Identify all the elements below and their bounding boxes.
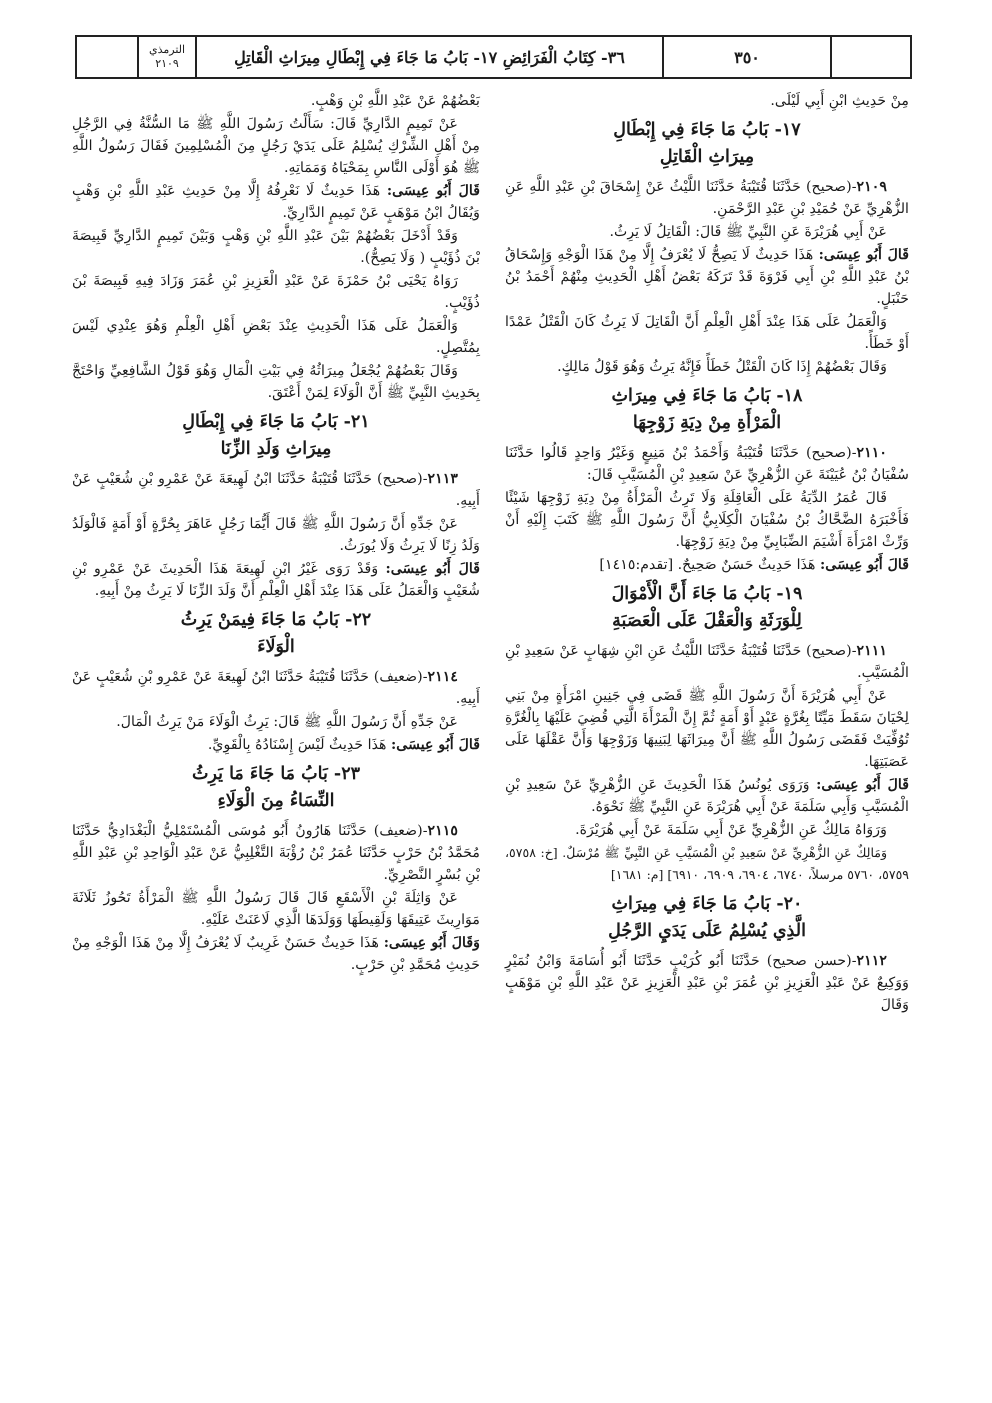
paragraph: وَالْعَمَلُ عَلَى هَذَا عِنْدَ أَهْلِ الْعِلْمِ أَنَّ الْقَاتِلَ لَا يَرِثُ كَانَ الْقَتْلُ عَمْدًا أَوْ خَطَأً. xyxy=(505,314,909,352)
heading-line: الْمَرْأَةِ مِنْ دِيَةِ زَوْجِهَا xyxy=(632,413,782,433)
commentary: قَالَ أَبُو عِيسَى: هَذَا حَدِيثٌ حَسَنٌ صَحِيحٌ. [تقدم:١٤١٥] xyxy=(599,557,909,573)
abu-isa-label: قَالَ أَبُو عِيسَى: xyxy=(386,183,480,199)
chapter-heading xyxy=(505,383,909,437)
paragraph: عَنْ أَبِي هُرَيْرَةَ عَنِ النَّبِيِّ ﷺ قَالَ: الْقَاتِلُ لَا يَرِثُ. xyxy=(609,224,887,240)
hadith-text: -(صحيح) حَدَّثَنَا قُتَيْبَةُ حَدَّثَنَا ابْنُ لَهِيعَةَ عَنْ عَمْرِو بْنِ شُعَيْبٍ عَنْ أَبِيهِ. xyxy=(72,471,480,509)
commentary: وَقَالَ أَبُو عِيسَى: هَذَا حَدِيثٌ حَسَنٌ غَرِيبٌ لَا يُعْرَفُ إِلَّا مِنْ هَذَا الْوَجْهِ مِنْ حَدِيثِ مُحَمَّدِ بْنِ حَرْبٍ. xyxy=(72,935,480,973)
book-name: الترمذي xyxy=(148,43,186,56)
abu-isa-label: قَالَ أَبُو عِيسَى: xyxy=(820,557,909,573)
abu-isa-label: وَقَالَ أَبُو عِيسَى: xyxy=(383,935,480,951)
abu-isa-label: قَالَ أَبُو عِيسَى: xyxy=(391,737,480,753)
chapter-heading xyxy=(505,891,909,945)
hadith-2111 xyxy=(505,640,909,684)
header-hadith-number: ٢١٠٩ xyxy=(155,57,179,70)
paragraph: وَقَالَ بَعْضُهُمْ إِذَا كَانَ الْقَتْلُ خَطَأً فَإِنَّهُ يَرِثُ وَهُوَ قَوْلُ مَالِكٍ. xyxy=(557,359,887,375)
heading-line: الْوَلَاءَ xyxy=(257,637,295,657)
paragraph: بَعْضُهُمْ عَنْ عَبْدِ اللَّهِ بْنِ وَهْبٍ. xyxy=(310,93,480,109)
paragraph: مِنْ حَدِيثِ ابْنِ أَبِي لَيْلَى. xyxy=(770,93,909,109)
commentary: قَالَ أَبُو عِيسَى: وَرَوَى يُونُسُ هَذَا الْحَدِيثَ عَنِ الزُّهْرِيِّ عَنْ سَعِيدِ بْنِ الْمُسَيَّبِ وَأَبِي سَلَمَةَ عَنْ أَبِي هُرَيْرَةَ عَنِ النَّبِيِّ ﷺ نَحْوَهُ. xyxy=(505,777,909,815)
heading-line: مِيرَاثِ الْقَاتِلِ xyxy=(659,147,755,167)
hadith-number: ٢١١٠ xyxy=(856,445,887,461)
paragraph: وَقَدْ أَدْخَلَ بَعْضُهُمْ بَيْنَ عَبْدِ اللَّهِ بْنِ وَهْبٍ وَبَيْنَ تَمِيمٍ الدَّارِيِّ قَبِيصَةَ بْنَ ذُؤَيْبٍ ( وَلَا يَصِحُّ). xyxy=(72,228,480,266)
book-reference xyxy=(137,37,195,77)
heading-line: ٢٠- بَابُ مَا جَاءَ فِي مِيرَاثِ xyxy=(611,894,803,914)
abu-isa-label: قَالَ أَبُو عِيسَى: xyxy=(816,777,909,793)
heading-line: مِيرَاثِ وَلَدِ الزِّنَا xyxy=(220,439,332,459)
paragraph: وَالْعَمَلُ عَلَى هَذَا الْحَدِيثِ عِنْدَ بَعْضِ أَهْلِ الْعِلْمِ وَهُوَ عِنْدِي لَيْسَ بِمُتَّصِلٍ. xyxy=(72,318,480,356)
paragraph: وَقَالَ بَعْضُهُمْ يُجْعَلُ مِيرَاثُهُ فِي بَيْتِ الْمَالِ وَهُوَ قَوْلُ الشَّافِعِيِّ وَاحْتَجَّ بِحَدِيثِ النَّبِيِّ ﷺ أَنَّ الْوَلَاءَ لِمَنْ أَعْتَقَ. xyxy=(72,363,480,401)
paragraph: قَالَ عُمَرُ الدِّيَةُ عَلَى الْعَاقِلَةِ وَلَا تَرِثُ الْمَرْأَةُ مِنْ دِيَةِ زَوْجِهَا شَيْئًا فَأَخْبَرَهُ الضَّحَّاكُ بْنُ سُفْيَانَ الْكِلَابِيُّ أَنَّ رَسُولَ اللَّهِ ﷺ كَتَبَ إِلَيْهِ أَنْ وَرِّثْ امْرَأَةَ أَشْيَمَ الضِّبَابِيِّ مِنْ دِيَةِ زَوْجِهَا. xyxy=(505,490,909,550)
hadith-number: ٢١١٣ xyxy=(427,471,458,487)
chapter-heading xyxy=(505,117,909,171)
paragraph: رَوَاهُ يَحْيَى بْنُ حَمْزَةَ عَنْ عَبْدِ الْعَزِيزِ بْنِ عُمَرَ وَزَادَ فِيهِ قَبِيصَةَ بْنَ ذُؤَيْبٍ. xyxy=(72,273,480,311)
paragraph: عَنْ تَمِيمٍ الدَّارِيِّ قَالَ: سَأَلْتُ رَسُولَ اللَّهِ ﷺ مَا السُّنَّةُ فِي الرَّجُلِ مِنْ أَهْلِ الشِّرْكِ يُسْلِمُ عَلَى يَدَيْ رَجُلٍ مِنَ الْمُسْلِمِينَ فَقَالَ رَسُولُ اللَّهِ ﷺ هُوَ أَوْلَى النَّاسِ بِمَحْيَاهُ وَمَمَاتِهِ. xyxy=(72,116,480,176)
hadith-text: -(ضعيف) حَدَّثَنَا هَارُونُ أَبُو مُوسَى الْمُسْتَمْلِيُّ الْبَغْدَادِيُّ حَدَّثَنَا مُحَمَّدُ بْنُ حَرْبٍ حَدَّثَنَا عُمَرُ بْنُ رُؤْبَةَ التَّغْلِبِيُّ عَنْ عَبْدِ الْوَاحِدِ بْنِ عَبْدِ اللَّهِ بْنِ بُسْرٍ النَّصْرِيِّ. xyxy=(72,823,480,883)
paragraph: وَمَالِكٌ عَنِ الزُّهْرِيِّ عَنْ سَعِيدِ بْنِ الْمُسَيَّبِ عَنِ النَّبِيِّ ﷺ مُرْسَلٌ. [خ: ٥٧٥٨، ٥٧٥٩، ٥٧٦٠ مرسلاً، ٦٧٤٠، ٦٩٠٤، ٦٩٠٩، ٦٩١٠] [م: ١٦٨١] xyxy=(505,845,909,882)
heading-line: ٢١- بَابُ مَا جَاءَ فِي إِبْطَالِ xyxy=(182,412,370,432)
hadith-text: -(صحيح) حَدَّثَنَا قُتَيْبَةُ حَدَّثَنَا اللَّيْثُ عَنِ ابْنِ شِهَابٍ عَنْ سَعِيدِ بْنِ الْمُسَيَّبِ. xyxy=(505,643,909,681)
commentary: قَالَ أَبُو عِيسَى: هَذَا حَدِيثٌ لَيْسَ إِسْنَادُهُ بِالْقَوِيِّ. xyxy=(207,737,480,753)
heading-line: ١٨- بَابُ مَا جَاءَ فِي مِيرَاثِ xyxy=(611,386,803,406)
hadith-2110 xyxy=(505,442,909,486)
abu-isa-label: قَالَ أَبُو عِيسَى: xyxy=(385,561,481,577)
hadith-text: -(صحيح) حَدَّثَنَا قُتَيْبَةُ وَأَحْمَدُ بْنُ مَنِيعٍ وَغَيْرُ وَاحِدٍ قَالُوا حَدَّثَنَا سُفْيَانُ بْنُ عُيَيْنَةَ عَنِ الزُّهْرِيِّ عَنْ سَعِيدِ بْنِ الْمُسَيَّبِ قَالَ: xyxy=(505,445,909,483)
hadith-2112 xyxy=(505,950,909,1016)
hadith-2114 xyxy=(72,666,480,710)
commentary: قَالَ أَبُو عِيسَى: هَذَا حَدِيثٌ لَا يَصِحُّ لَا يُعْرَفُ إِلَّا مِنْ هَذَا الْوَجْهِ وَإِسْحَاقُ بْنُ عَبْدِ اللَّهِ بْنِ أَبِي فَرْوَةَ قَدْ تَرَكَهُ بَعْضُ أَهْلِ الْحَدِيثِ مِنْهُمْ أَحْمَدُ بْنُ حَنْبَلٍ. xyxy=(505,247,909,307)
chapter-heading xyxy=(72,761,480,815)
page-header xyxy=(75,35,912,79)
hadith-text: -(صحيح) حَدَّثَنَا قُتَيْبَةُ حَدَّثَنَا اللَّيْثُ عَنْ إِسْحَاقَ بْنِ عَبْدِ اللَّهِ عَنِ الزُّهْرِيِّ عَنْ حُمَيْدِ بْنِ عَبْدِ الرَّحْمَنِ. xyxy=(505,179,909,217)
hadith-text: -(ضعيف) حَدَّثَنَا قُتَيْبَةُ حَدَّثَنَا ابْنُ لَهِيعَةَ عَنْ عَمْرِو بْنِ شُعَيْبٍ عَنْ أَبِيهِ. xyxy=(72,669,480,707)
paragraph: عَنْ جَدِّهِ أَنَّ رَسُولَ اللَّهِ ﷺ قَالَ: يَرِثُ الْوَلَاءَ مَنْ يَرِثُ الْمَالَ. xyxy=(116,714,458,730)
hadith-2109 xyxy=(505,176,909,220)
left-column xyxy=(72,90,480,977)
paragraph: وَرَوَاهُ مَالِكٌ عَنِ الزُّهْرِيِّ عَنْ أَبِي سَلَمَةَ عَنْ أَبِي هُرَيْرَةَ. xyxy=(575,822,887,838)
page-number: ٣٥٠ xyxy=(662,37,830,77)
chapter-title: ٣٦- كِتَابُ الْفَرَائِضِ ١٧- بَابُ مَا جَاءَ فِي إِبْطَالِ مِيرَاثِ الْقَاتِلِ xyxy=(195,37,662,77)
hadith-number: ٢١٠٩ xyxy=(856,179,887,195)
commentary: قَالَ أَبُو عِيسَى: وَقَدْ رَوَى غَيْرُ ابْنِ لَهِيعَةَ هَذَا الْحَدِيثَ عَنْ عَمْرِو بْنِ شُعَيْبٍ وَالْعَمَلُ عَلَى هَذَا عِنْدَ أَهْلِ الْعِلْمِ أَنَّ وَلَدَ الزِّنَا لَا يَرِثُ مِنْ أَبِيهِ. xyxy=(72,561,481,599)
chapter-heading xyxy=(72,409,480,463)
heading-line: ٢٢- بَابُ مَا جَاءَ فِيمَنْ يَرِثُ xyxy=(180,610,372,630)
heading-line: النِّسَاءُ مِنَ الْوَلَاءِ xyxy=(217,791,335,811)
abu-isa-label: قَالَ أَبُو عِيسَى: xyxy=(818,247,909,263)
hadith-number: ٢١١٤ xyxy=(427,669,458,685)
right-column xyxy=(505,90,909,1017)
hadith-number: ٢١١١ xyxy=(856,643,887,659)
paragraph: عَنْ أَبِي هُرَيْرَةَ أَنَّ رَسُولَ اللَّهِ ﷺ قَضَى فِي جَنِينِ امْرَأَةٍ مِنْ بَنِي لِحْيَانَ سَقَطَ مَيِّتًا بِغُرَّةٍ عَبْدٍ أَوْ أَمَةٍ ثُمَّ إِنَّ الْمَرْأَةَ الَّتِي قُضِيَ عَلَيْهَا بِالْغُرَّةِ تُوُفِّيَتْ فَقَضَى رَسُولُ اللَّهِ ﷺ أَنَّ مِيرَاثَهَا لِبَنِيهَا وَزَوْجِهَا وَأَنَّ عَقْلَهَا عَلَى عَصَبَتِهَا. xyxy=(505,688,909,770)
chapter-heading xyxy=(72,607,480,661)
hadith-2115 xyxy=(72,820,480,886)
header-empty-cell xyxy=(830,37,910,77)
header-empty-cell xyxy=(77,37,137,77)
hadith-2113 xyxy=(72,468,480,512)
heading-line: ١٧- بَابُ مَا جَاءَ فِي إِبْطَالِ xyxy=(613,120,801,140)
paragraph: عَنْ وَاثِلَةَ بْنِ الْأَسْقَعِ قَالَ قَالَ رَسُولُ اللَّهِ ﷺ الْمَرْأَةُ تَحُوزُ ثَلَاثَةَ مَوَارِيثَ عَتِيقَهَا وَلَقِيطَهَا وَوَلَدَهَا الَّذِي لَاعَنَتْ عَلَيْهِ. xyxy=(72,890,480,928)
paragraph: عَنْ جَدِّهِ أَنَّ رَسُولَ اللَّهِ ﷺ قَالَ أَيُّمَا رَجُلٍ عَاهَرَ بِحُرَّةٍ أَوْ أَمَةٍ فَالْوَلَدُ وَلَدُ زِنًا لَا يَرِثُ وَلَا يُورَثُ. xyxy=(72,516,480,554)
heading-line: ٢٣- بَابُ مَا جَاءَ مَا يَرِثُ xyxy=(191,764,360,784)
commentary: قَالَ أَبُو عِيسَى: هَذَا حَدِيثٌ لَا نَعْرِفُهُ إِلَّا مِنْ حَدِيثِ عَبْدِ اللَّهِ بْنِ وَهْبٍ وَيُقَالُ ابْنُ مَوْهَبٍ عَنْ تَمِيمٍ الدَّارِيِّ. xyxy=(72,183,480,221)
chapter-heading xyxy=(505,581,909,635)
hadith-number: ٢١١٢ xyxy=(856,953,887,969)
heading-line: ١٩- بَابُ مَا جَاءَ أَنَّ الْأَمْوَالَ xyxy=(611,584,803,604)
heading-line: لِلْوَرَثَةِ وَالْعَقْلَ عَلَى الْعَصَبَةِ xyxy=(612,611,802,631)
hadith-number: ٢١١٥ xyxy=(427,823,458,839)
hadith-text: -(حسن صحيح) حَدَّثَنَا أَبُو كُرَيْبٍ حَدَّثَنَا أَبُو أُسَامَةَ وَابْنُ نُمَيْرٍ وَوَكِيعٌ عَنْ عَبْدِ الْعَزِيزِ بْنِ عُمَرَ بْنِ عَبْدِ الْعَزِيزِ عَنْ عَبْدِ اللَّهِ بْنِ مَوْهَبٍ وَقَالَ xyxy=(505,953,909,1013)
heading-line: الَّذِي يُسْلِمُ عَلَى يَدَيِ الرَّجُلِ xyxy=(608,921,806,941)
